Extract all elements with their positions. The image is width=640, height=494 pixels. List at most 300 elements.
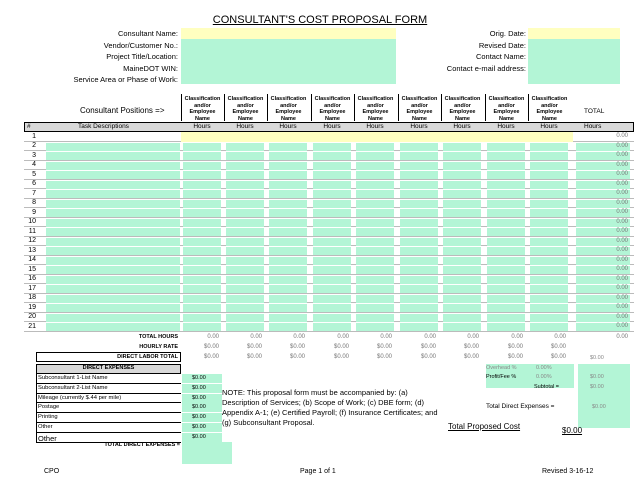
- task-description-field[interactable]: [46, 238, 180, 246]
- hours-field[interactable]: [269, 285, 307, 293]
- hours-field[interactable]: [356, 295, 394, 303]
- hours-field[interactable]: [226, 228, 264, 236]
- hours-field[interactable]: [356, 257, 394, 265]
- task-description-field[interactable]: [46, 143, 180, 151]
- expense-row: [36, 423, 181, 433]
- row-total-value: 0.00: [616, 152, 628, 158]
- total-cell: $0.00: [246, 344, 262, 350]
- hours-field[interactable]: [356, 190, 394, 198]
- hours-field[interactable]: [356, 247, 394, 255]
- hours-field[interactable]: [269, 209, 307, 217]
- hours-field[interactable]: [443, 200, 481, 208]
- expense-label: Postage: [38, 404, 60, 411]
- hours-field[interactable]: [356, 323, 394, 331]
- grand-total-hours: 0.00: [616, 334, 628, 340]
- task-description-field[interactable]: [46, 304, 180, 312]
- hours-field[interactable]: [226, 247, 264, 255]
- hours-field[interactable]: [313, 238, 351, 246]
- hours-field[interactable]: [487, 200, 525, 208]
- hours-field[interactable]: [356, 314, 394, 322]
- hours-field[interactable]: [269, 190, 307, 198]
- row-number: 21: [28, 322, 36, 330]
- hours-field[interactable]: [313, 190, 351, 198]
- hours-field[interactable]: [313, 209, 351, 217]
- hours-field[interactable]: [226, 219, 264, 227]
- hours-field[interactable]: [226, 257, 264, 265]
- hours-field[interactable]: [487, 209, 525, 217]
- total-cell: $0.00: [333, 344, 349, 350]
- total-cell: $0.00: [550, 344, 566, 350]
- row-number: 13: [28, 246, 36, 254]
- hours-field[interactable]: [313, 266, 351, 274]
- footer-page: Page 1 of 1: [300, 468, 336, 475]
- hours-field[interactable]: [356, 304, 394, 312]
- hours-field[interactable]: [183, 171, 221, 179]
- hours-field[interactable]: [400, 209, 438, 217]
- header-label: Consultant Name:: [117, 29, 178, 38]
- task-description-field[interactable]: [46, 323, 180, 331]
- hours-field[interactable]: [356, 285, 394, 293]
- hours-field[interactable]: [183, 190, 221, 198]
- hours-field[interactable]: [530, 228, 568, 236]
- hours-field[interactable]: [313, 247, 351, 255]
- hours-field[interactable]: [269, 247, 307, 255]
- hours-field[interactable]: [313, 276, 351, 284]
- hours-field[interactable]: [400, 171, 438, 179]
- row-total-value: 0.00: [616, 304, 628, 310]
- hours-field[interactable]: [356, 143, 394, 151]
- row-total-value: 0.00: [616, 285, 628, 291]
- hours-field[interactable]: [530, 152, 568, 160]
- first-row-fill[interactable]: [181, 132, 573, 142]
- hours-field[interactable]: [226, 276, 264, 284]
- hours-field[interactable]: [183, 181, 221, 189]
- hours-header-total: Hours: [584, 123, 602, 130]
- hours-field[interactable]: [487, 152, 525, 160]
- hours-field[interactable]: [443, 228, 481, 236]
- row-total-value: 0.00: [616, 323, 628, 329]
- hours-field[interactable]: [226, 190, 264, 198]
- hours-field[interactable]: [400, 152, 438, 160]
- hours-field[interactable]: [269, 152, 307, 160]
- hours-field[interactable]: [313, 304, 351, 312]
- hours-header-6: Hours: [410, 123, 428, 130]
- hours-field[interactable]: [487, 323, 525, 331]
- hours-field[interactable]: [530, 219, 568, 227]
- hours-field[interactable]: [400, 266, 438, 274]
- hours-field[interactable]: [356, 152, 394, 160]
- hours-field[interactable]: [530, 285, 568, 293]
- footer-revised: Revised 3-16-12: [542, 468, 594, 475]
- hours-field[interactable]: [356, 266, 394, 274]
- hours-field[interactable]: [183, 257, 221, 265]
- hours-field[interactable]: [313, 323, 351, 331]
- hours-field[interactable]: [183, 238, 221, 246]
- hours-field[interactable]: [313, 228, 351, 236]
- contact-fields[interactable]: [528, 39, 620, 84]
- hours-field[interactable]: [183, 323, 221, 331]
- hours-field[interactable]: [356, 171, 394, 179]
- hours-field[interactable]: [226, 304, 264, 312]
- hours-field[interactable]: [356, 276, 394, 284]
- header-label: MaineDOT WIN:: [123, 63, 178, 73]
- row-total-value: 0.00: [616, 266, 628, 272]
- hours-field[interactable]: [443, 209, 481, 217]
- hours-field[interactable]: [269, 228, 307, 236]
- hours-field[interactable]: [443, 257, 481, 265]
- hours-field[interactable]: [313, 200, 351, 208]
- total-cell: $0.00: [420, 354, 436, 360]
- summary-value-fills: [578, 364, 630, 428]
- total-cell: 0.00: [380, 334, 392, 340]
- hours-field[interactable]: [530, 200, 568, 208]
- hours-field[interactable]: [226, 143, 264, 151]
- hours-field[interactable]: [183, 266, 221, 274]
- row-total-value: 0.00: [616, 256, 628, 263]
- total-direct-expenses-value: [182, 442, 232, 464]
- row-total-value: 0.00: [616, 218, 628, 225]
- row-total-value: 0.00: [616, 171, 628, 177]
- hours-field[interactable]: [443, 323, 481, 331]
- hours-field[interactable]: [443, 295, 481, 303]
- hours-field[interactable]: [313, 295, 351, 303]
- task-description-field[interactable]: [46, 162, 180, 170]
- task-description-field[interactable]: [46, 152, 180, 160]
- total-cell: $0.00: [463, 344, 479, 350]
- hours-field[interactable]: [226, 162, 264, 170]
- row-number: 3: [32, 151, 36, 159]
- hours-field[interactable]: [313, 219, 351, 227]
- note-text: NOTE: This proposal form must be accompanied by: (a) Description of Services; (b) Scope of Work; (c) DBE form; (d) Appendix A-1; (e) Certified Payroll; (f) Insurance Certificates; and (g) Subconsultant Proposal.: [222, 388, 438, 427]
- expense-label: Printing: [38, 414, 58, 421]
- hours-field[interactable]: [183, 276, 221, 284]
- overhead-label: Overhead %: [486, 365, 517, 371]
- hours-field[interactable]: [400, 276, 438, 284]
- row-total-value: 0.00: [616, 247, 628, 253]
- hours-field[interactable]: [269, 171, 307, 179]
- total-cell: $0.00: [376, 344, 392, 350]
- hours-field[interactable]: [443, 238, 481, 246]
- hours-field[interactable]: [530, 171, 568, 179]
- hours-field[interactable]: [269, 257, 307, 265]
- classification-header-5: Classification and/or Employee Name: [354, 94, 396, 121]
- project-info-fields[interactable]: [181, 39, 396, 84]
- hours-field[interactable]: [313, 152, 351, 160]
- hours-field[interactable]: [530, 143, 568, 151]
- hours-field[interactable]: [443, 247, 481, 255]
- total-proposed-cost-label: Total Proposed Cost: [448, 422, 521, 431]
- total-cell: 0.00: [467, 334, 479, 340]
- total-cell: $0.00: [203, 344, 219, 350]
- orig-date-field[interactable]: [528, 28, 620, 39]
- hours-field[interactable]: [226, 209, 264, 217]
- hours-field[interactable]: [487, 171, 525, 179]
- total-proposed-cost-value: $0.00: [562, 426, 583, 435]
- hours-field[interactable]: [400, 323, 438, 331]
- hours-field[interactable]: [183, 219, 221, 227]
- hours-field[interactable]: [400, 247, 438, 255]
- expense-value: $0.00: [192, 394, 206, 401]
- hours-field[interactable]: [530, 266, 568, 274]
- hours-field[interactable]: [183, 314, 221, 322]
- expense-label: Subconsultant 1-List Name: [38, 375, 108, 381]
- profit-value: $0.00: [590, 374, 604, 380]
- hours-field[interactable]: [443, 190, 481, 198]
- total-cell: $0.00: [463, 354, 479, 360]
- expense-value: $0.00: [192, 375, 206, 381]
- row-total-value: 0.00: [616, 209, 628, 215]
- hours-header-5: Hours: [366, 123, 384, 130]
- hours-field[interactable]: [226, 171, 264, 179]
- hours-field[interactable]: [443, 266, 481, 274]
- hours-field[interactable]: [487, 295, 525, 303]
- hours-field[interactable]: [400, 304, 438, 312]
- hours-field[interactable]: [400, 143, 438, 151]
- hours-field[interactable]: [400, 238, 438, 246]
- hours-field[interactable]: [356, 209, 394, 217]
- hours-field[interactable]: [530, 323, 568, 331]
- total-cell: $0.00: [376, 354, 392, 360]
- hours-field[interactable]: [269, 266, 307, 274]
- hours-field[interactable]: [443, 285, 481, 293]
- row-number: 5: [32, 170, 36, 178]
- task-description-field[interactable]: [46, 295, 180, 303]
- hours-field[interactable]: [226, 285, 264, 293]
- row-number: 10: [28, 218, 36, 225]
- total-hours-label: TOTAL HOURS: [138, 334, 178, 340]
- hours-field[interactable]: [356, 219, 394, 227]
- header-label: Service Area or Phase of Work:: [73, 75, 178, 84]
- total-cell: $0.00: [507, 354, 523, 360]
- hours-field[interactable]: [443, 181, 481, 189]
- total-cell: $0.00: [289, 354, 305, 360]
- hours-field[interactable]: [487, 181, 525, 189]
- hours-header-1: Hours: [193, 123, 211, 130]
- classification-header-7: Classification and/or Employee Name: [441, 94, 483, 121]
- hours-field[interactable]: [313, 314, 351, 322]
- hours-field[interactable]: [400, 181, 438, 189]
- task-description-field[interactable]: [46, 209, 180, 217]
- hours-field[interactable]: [313, 285, 351, 293]
- task-description-field[interactable]: [46, 219, 180, 227]
- hours-field[interactable]: [443, 171, 481, 179]
- labor-total-value: $0.00: [590, 355, 604, 361]
- hours-field[interactable]: [226, 238, 264, 246]
- hours-field[interactable]: [269, 143, 307, 151]
- hours-field[interactable]: [443, 143, 481, 151]
- hours-field[interactable]: [487, 162, 525, 170]
- hours-field[interactable]: [400, 200, 438, 208]
- hours-field[interactable]: [356, 228, 394, 236]
- total-cell: 0.00: [250, 334, 262, 340]
- hours-field[interactable]: [443, 219, 481, 227]
- hours-header-8: Hours: [497, 123, 515, 130]
- hours-header-9: Hours: [540, 123, 558, 130]
- hours-field[interactable]: [487, 247, 525, 255]
- classification-header-3: Classification and/or Employee Name: [267, 94, 309, 121]
- hours-field[interactable]: [487, 257, 525, 265]
- consultant-name-field[interactable]: [181, 28, 396, 39]
- total-cell: $0.00: [333, 354, 349, 360]
- hours-field[interactable]: [487, 266, 525, 274]
- hours-field[interactable]: [269, 219, 307, 227]
- hours-field[interactable]: [313, 162, 351, 170]
- hours-field[interactable]: [226, 295, 264, 303]
- classification-header-2: Classification and/or Employee Name: [224, 94, 266, 121]
- hours-field[interactable]: [226, 181, 264, 189]
- hours-field[interactable]: [530, 181, 568, 189]
- total-cell: 0.00: [207, 334, 219, 340]
- hours-field[interactable]: [400, 295, 438, 303]
- task-description-field[interactable]: [46, 266, 180, 274]
- hours-field[interactable]: [530, 238, 568, 246]
- hours-field[interactable]: [356, 238, 394, 246]
- expense-label: Subconsultant 2-List Name: [38, 384, 108, 391]
- hours-field[interactable]: [269, 295, 307, 303]
- hours-field[interactable]: [183, 200, 221, 208]
- hours-field[interactable]: [226, 314, 264, 322]
- hours-header-4: Hours: [323, 123, 341, 130]
- hours-field[interactable]: [269, 314, 307, 322]
- hours-field[interactable]: [269, 323, 307, 331]
- hours-field[interactable]: [183, 295, 221, 303]
- row-number: 18: [28, 294, 36, 301]
- hourly-rate-label: HOURLY RATE: [139, 344, 178, 350]
- task-description-field[interactable]: [46, 190, 180, 198]
- task-description-field[interactable]: [46, 200, 180, 208]
- hours-field[interactable]: [226, 200, 264, 208]
- hours-field[interactable]: [487, 143, 525, 151]
- hours-field[interactable]: [443, 304, 481, 312]
- hours-field[interactable]: [530, 295, 568, 303]
- hours-field[interactable]: [356, 181, 394, 189]
- hours-field[interactable]: [487, 238, 525, 246]
- expense-row: [36, 413, 181, 423]
- hours-field[interactable]: [313, 181, 351, 189]
- task-description-field[interactable]: [46, 285, 180, 293]
- hours-field[interactable]: [313, 257, 351, 265]
- hours-field[interactable]: [226, 152, 264, 160]
- expense-label: Other: [38, 433, 57, 443]
- task-description-field[interactable]: [46, 276, 180, 284]
- row-total-value: 0.00: [616, 228, 628, 234]
- hours-field[interactable]: [530, 162, 568, 170]
- hours-field[interactable]: [269, 181, 307, 189]
- row-number: 17: [28, 284, 36, 292]
- hours-field[interactable]: [400, 285, 438, 293]
- header-label: Contact Name:: [475, 52, 526, 61]
- task-desc-header: Task Descriptions: [78, 123, 129, 130]
- hours-field[interactable]: [313, 143, 351, 151]
- hours-field[interactable]: [183, 162, 221, 170]
- direct-labor-box: [36, 352, 181, 362]
- hours-field[interactable]: [183, 209, 221, 217]
- total-header: TOTAL: [584, 108, 605, 115]
- hours-field[interactable]: [487, 285, 525, 293]
- hours-field[interactable]: [269, 276, 307, 284]
- row-number: 6: [32, 180, 36, 187]
- row-number: 15: [28, 265, 36, 273]
- row-total-value: 0.00: [616, 142, 628, 149]
- hours-field[interactable]: [443, 152, 481, 160]
- hours-field[interactable]: [487, 219, 525, 227]
- hours-field[interactable]: [183, 285, 221, 293]
- hours-field[interactable]: [443, 276, 481, 284]
- hours-field[interactable]: [530, 209, 568, 217]
- task-description-field[interactable]: [46, 181, 180, 189]
- hours-field[interactable]: [530, 304, 568, 312]
- subtotal-value: $0.00: [590, 384, 604, 390]
- row-total-value: 0.00: [616, 294, 628, 301]
- task-description-field[interactable]: [46, 247, 180, 255]
- expense-label: Mileage (currently $.44 per mile): [38, 394, 122, 401]
- subtotal-label: Subtotal =: [534, 384, 559, 390]
- total-cell: $0.00: [289, 344, 305, 350]
- hours-field[interactable]: [226, 266, 264, 274]
- task-description-field[interactable]: [46, 228, 180, 236]
- hours-field[interactable]: [400, 228, 438, 236]
- hours-field[interactable]: [487, 190, 525, 198]
- hours-field[interactable]: [269, 200, 307, 208]
- hours-field[interactable]: [226, 323, 264, 331]
- hours-field[interactable]: [183, 143, 221, 151]
- hours-field[interactable]: [183, 304, 221, 312]
- hours-field[interactable]: [487, 276, 525, 284]
- hours-header-3: Hours: [279, 123, 297, 130]
- total-cell: 0.00: [293, 334, 305, 340]
- hours-field[interactable]: [530, 247, 568, 255]
- hours-field[interactable]: [400, 190, 438, 198]
- hours-field[interactable]: [400, 162, 438, 170]
- hours-field[interactable]: [530, 257, 568, 265]
- row-number: 19: [28, 303, 36, 311]
- hours-field[interactable]: [443, 162, 481, 170]
- hours-field[interactable]: [530, 276, 568, 284]
- task-description-field[interactable]: [46, 257, 180, 265]
- hours-field[interactable]: [183, 247, 221, 255]
- hours-field[interactable]: [487, 314, 525, 322]
- hours-field[interactable]: [400, 219, 438, 227]
- expense-value: $0.00: [192, 384, 206, 391]
- hours-field[interactable]: [183, 228, 221, 236]
- hours-field[interactable]: [487, 304, 525, 312]
- hours-field[interactable]: [530, 190, 568, 198]
- hours-field[interactable]: [530, 314, 568, 322]
- hours-field[interactable]: [400, 314, 438, 322]
- hours-field[interactable]: [269, 238, 307, 246]
- hours-field[interactable]: [443, 314, 481, 322]
- hours-field[interactable]: [269, 304, 307, 312]
- hours-field[interactable]: [356, 162, 394, 170]
- total-direct-expenses-right-label: Total Direct Expenses =: [486, 403, 555, 410]
- row-total-value: 0.00: [616, 133, 628, 139]
- row-number: 8: [32, 199, 36, 206]
- expense-value: $0.00: [192, 404, 206, 411]
- hours-field[interactable]: [313, 171, 351, 179]
- hours-header-2: Hours: [236, 123, 254, 130]
- form-title: CONSULTANT'S COST PROPOSAL FORM: [212, 14, 428, 26]
- hours-field[interactable]: [269, 162, 307, 170]
- hours-field[interactable]: [183, 152, 221, 160]
- task-description-field[interactable]: [46, 171, 180, 179]
- hours-field[interactable]: [400, 257, 438, 265]
- hours-field[interactable]: [487, 228, 525, 236]
- row-number: 20: [28, 313, 36, 320]
- row-total-value: 0.00: [616, 275, 628, 282]
- hours-field[interactable]: [356, 200, 394, 208]
- task-description-field[interactable]: [46, 314, 180, 322]
- row-number: 12: [28, 237, 36, 244]
